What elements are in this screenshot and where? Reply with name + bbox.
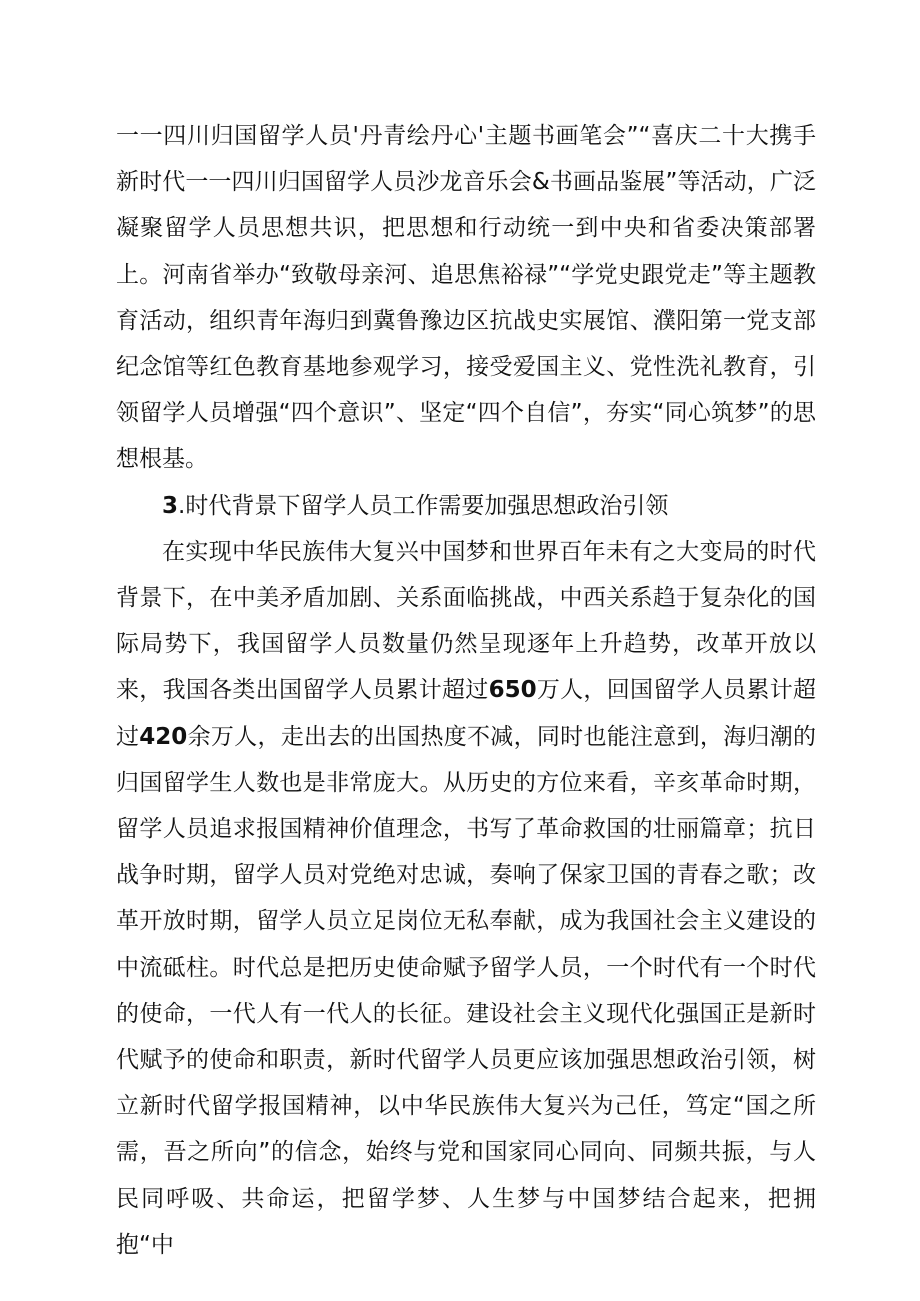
statistic-650: 650 (488, 677, 537, 704)
paragraph-era-background (116, 529, 816, 1268)
section-heading-text: .时代背景下留学人员工作需要加强思想政治引领 (178, 492, 669, 519)
paragraph-text-3: 余万人，走出去的出国热度不减，同时也能注意到，海归潮的归国留学生人数也是非常庞大。从历史的方位来看，辛亥革命时期，留学人员追求报国精神价值理念，书写了革命救国的壮丽篇章；抗日战争时期，留学人员对党绝对忠诚，奏响了保家卫国的青春之歌；改革开放时期，留学人员立足岗位无私奉献，成为我国社会主义建设的中流砥柱。时代总是把历史使命赋予留学人员，一个时代有一个时代的使命，一代人有一代人的长征。建设社会主义现代化强国正是新时代赋予的使命和职责，新时代留学人员更应该加强思想政治引领，树立新时代留学报国精神，以中华民族伟大复兴为己任，笃定“国之所需，吾之所向”的信念，始终与党和国家同心同向、同频共振，与人民同呼吸、共命运，把留学梦、人生梦与中国梦结合起来，把拥抱“中 (116, 723, 817, 1258)
paragraph-text-1: 在实现中华民族伟大复兴中国梦和世界百年未有之大变局的时代背景下，在中美矛盾加剧、关系面临挑战，中西关系趋于复杂化的国际局势下，我国留学人员数量仍然呈现逐年上升趋势，改革开放以来，我国各类出国留学人员累计超过 (116, 538, 816, 704)
document-body (116, 113, 816, 1268)
statistic-420: 420 (139, 723, 188, 750)
section-heading-number: 3 (162, 492, 179, 519)
paragraph-text-2: 万人，回国留学人员累计超过 (116, 677, 816, 750)
section-heading (116, 483, 816, 529)
paragraph-activities: 一一四川归国留学人员'丹青绘丹心'主题书画笔会”“喜庆二十大携手新时代一一四川归国留学人员沙龙音乐会&书画品鉴展”等活动，广泛凝聚留学人员思想共识，把思想和行动统一到中央和省委决策部署上。河南省举办“致敬母亲河、追思焦裕禄”“学党史跟党走”等主题教育活动，组织青年海归到冀鲁豫边区抗战史实展馆、濮阳第一党支部纪念馆等红色教育基地参观学习，接受爱国主义、党性洗礼教育，引领留学人员增强“四个意识”、坚定“四个自信”，夯实“同心筑梦”的思想根基。 (116, 123, 816, 473)
